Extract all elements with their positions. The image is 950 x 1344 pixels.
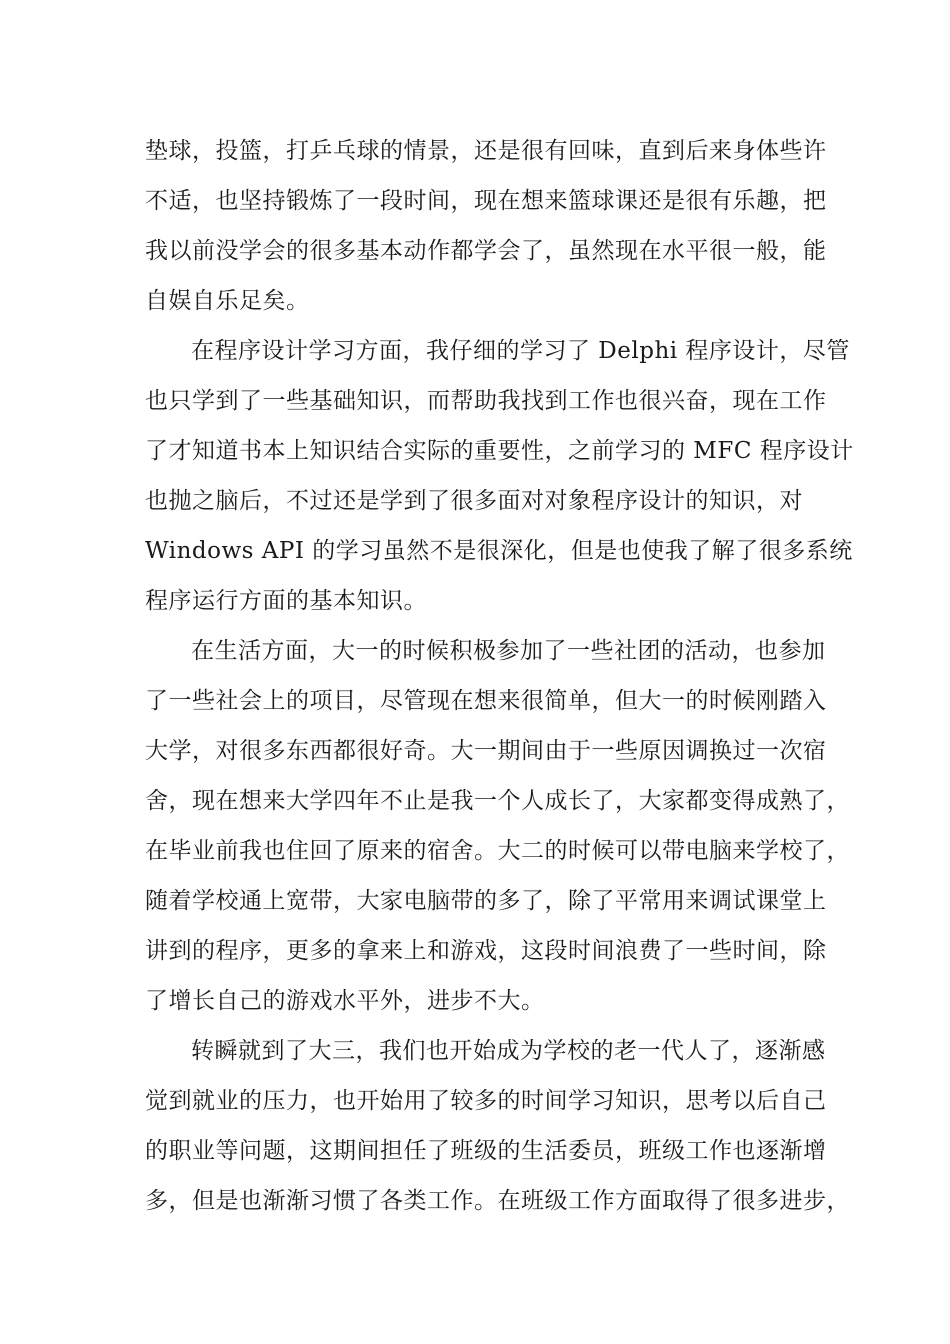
text-line: 在毕业前我也住回了原来的宿舍。大二的时候可以带电脑来学校了， — [145, 838, 850, 864]
paragraph-first-line: 在生活方面，大一的时候积极参加了一些社团的活动，也参加 — [191, 638, 826, 664]
text-line: 多，但是也渐渐习惯了各类工作。在班级工作方面取得了很多进步， — [145, 1188, 850, 1214]
text-line: 的职业等问题，这期间担任了班级的生活委员，班级工作也逐渐增 — [145, 1138, 827, 1164]
text-line: 也抛之脑后，不过还是学到了很多面对对象程序设计的知识，对 — [145, 488, 803, 514]
text-line: 垫球，投篮，打乒乓球的情景，还是很有回味，直到后来身体些许 — [145, 138, 827, 164]
text-line: 也只学到了一些基础知识，而帮助我找到工作也很兴奋，现在工作 — [145, 388, 827, 414]
text-line: 讲到的程序，更多的拿来上和游戏，这段时间浪费了一些时间，除 — [145, 938, 827, 964]
text-line: 随着学校通上宽带，大家电脑带的多了，除了平常用来调试课堂上 — [145, 888, 827, 914]
text-line: Windows API 的学习虽然不是很深化，但是也使我了解了很多系统 — [145, 538, 853, 564]
text-line: 觉到就业的压力，也开始用了较多的时间学习知识，思考以后自己 — [145, 1088, 827, 1114]
text-line: 舍，现在想来大学四年不止是我一个人成长了，大家都变得成熟了， — [145, 788, 850, 814]
paragraph-first-line: 转瞬就到了大三，我们也开始成为学校的老一代人了，逐渐感 — [191, 1038, 826, 1064]
text-line: 程序运行方面的基本知识。 — [145, 588, 427, 614]
text-line: 不适，也坚持锻炼了一段时间，现在想来篮球课还是很有乐趣，把 — [145, 188, 827, 214]
text-line: 自娱自乐足矣。 — [145, 288, 310, 314]
text-line: 了增长自己的游戏水平外，进步不大。 — [145, 988, 545, 1014]
text-line: 了一些社会上的项目，尽管现在想来很简单，但大一的时候刚踏入 — [145, 688, 827, 714]
text-line: 了才知道书本上知识结合实际的重要性，之前学习的 MFC 程序设计 — [145, 438, 854, 464]
text-line: 大学，对很多东西都很好奇。大一期间由于一些原因调换过一次宿 — [145, 738, 827, 764]
paragraph-first-line: 在程序设计学习方面，我仔细的学习了 Delphi 程序设计，尽管 — [191, 338, 850, 364]
text-line: 我以前没学会的很多基本动作都学会了，虽然现在水平很一般，能 — [145, 238, 827, 264]
